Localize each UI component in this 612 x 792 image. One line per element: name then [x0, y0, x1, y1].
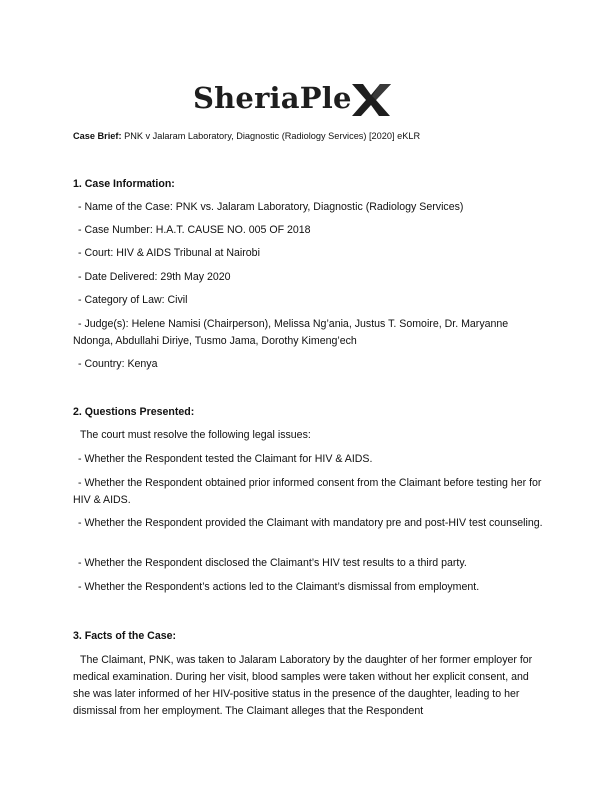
- section1-heading: 1. Case Information:: [73, 178, 175, 190]
- question-item: - Whether the Respondent obtained prior informed consent from the Claimant before testing her for HIV & AIDS.: [73, 477, 542, 506]
- logo-text: SheriaPle: [193, 81, 352, 115]
- case-info-item: - Case Number: H.A.T. CAUSE NO. 005 OF 2018: [78, 224, 311, 236]
- sheriaplex-logo: [193, 76, 392, 120]
- logo-x-mark-icon: [350, 80, 392, 118]
- case-info-item: - Court: HIV & AIDS Tribunal at Nairobi: [78, 247, 260, 259]
- case-brief: [73, 128, 543, 145]
- section2-heading: 2. Questions Presented:: [73, 406, 195, 418]
- case-info-item: - Judge(s): Helene Namisi (Chairperson), Melissa Ng’ania, Justus T. Somoire, Dr. Maryanne Ndonga, Abdullahi Diriye, Tusmo Jama, Dorothy Kimeng’ech: [73, 318, 509, 347]
- question-item: - Whether the Respondent provided the Claimant with mandatory pre and post-HIV test counseling.: [78, 517, 543, 529]
- case-info-item: - Country: Kenya: [78, 358, 158, 370]
- case-info-item: - Name of the Case: PNK vs. Jalaram Laboratory, Diagnostic (Radiology Services): [78, 201, 464, 213]
- case-brief-label: Case Brief:: [73, 131, 122, 141]
- question-item: - Whether the Respondent’s actions led to the Claimant’s dismissal from employment.: [78, 581, 480, 593]
- question-item: - Whether the Respondent disclosed the Claimant’s HIV test results to a third party.: [78, 557, 467, 569]
- facts-paragraph: The Claimant, PNK, was taken to Jalaram Laboratory by the daughter of her former employer for medical examination. During her visit, blood samples were taken without her explicit consent, and she was later informed of her HIV-positive status in the presence of the daughter, leading to her dismissal from her employment. The Claimant alleges that the Respondent: [73, 654, 533, 717]
- questions-intro: The court must resolve the following legal issues:: [80, 429, 311, 441]
- case-brief-value: PNK v Jalaram Laboratory, Diagnostic (Radiology Services) [2020] eKLR: [124, 131, 421, 141]
- case-info-item: - Category of Law: Civil: [78, 294, 188, 306]
- question-item: - Whether the Respondent tested the Claimant for HIV & AIDS.: [78, 453, 373, 465]
- section3-heading: 3. Facts of the Case:: [73, 630, 177, 642]
- case-info-item: - Date Delivered: 29th May 2020: [78, 271, 231, 283]
